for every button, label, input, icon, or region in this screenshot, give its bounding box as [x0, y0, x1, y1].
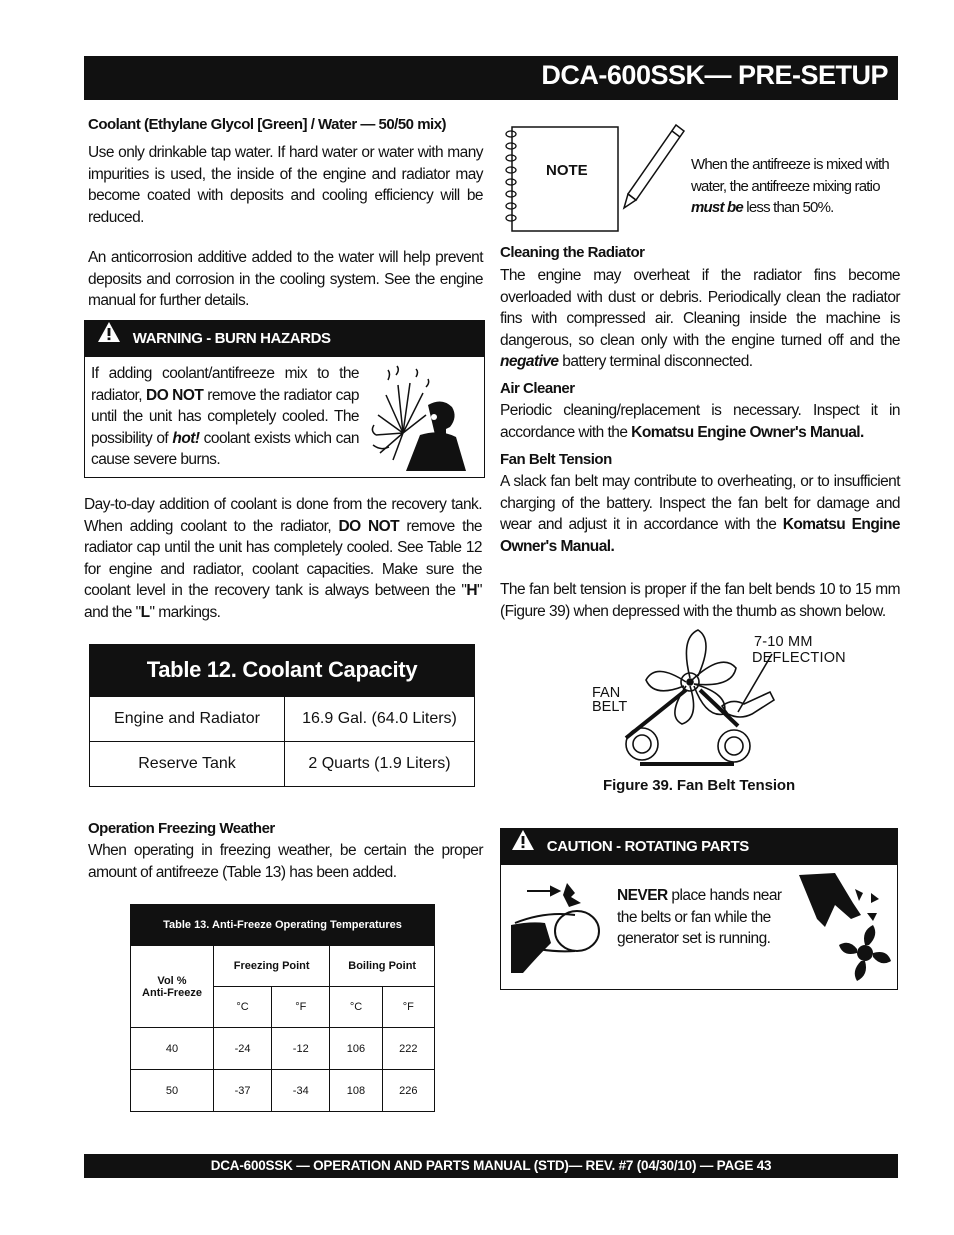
coolant-paragraph-2: An anticorrosion additive added to the water will help prevent deposits and corrosion in the cooling system. See the engine manual for further details. — [88, 249, 483, 309]
warning-burn-title: WARNING - BURN HAZARDS — [132, 330, 331, 347]
table-cell: 226 — [382, 1070, 434, 1112]
fan-belt-label — [592, 686, 627, 714]
table-cell: 16.9 Gal. (64.0 Liters) — [285, 697, 475, 742]
freezing-text: When operating in freezing weather, be certain the proper amount of antifreeze (Table 13) has been added. — [88, 842, 483, 881]
note-text: When the antifreeze is mixed with water, the antifreeze mixing ratio must be less than 50%. — [691, 156, 889, 216]
deflection-word: DEFLECTION — [752, 650, 846, 666]
caution-header — [501, 829, 897, 865]
coolant-capacity-table — [89, 696, 475, 787]
burn-hazard-icon — [368, 365, 478, 475]
deflection-label — [752, 634, 846, 666]
table-cell: -37 — [214, 1070, 272, 1112]
table-cell: 2 Quarts (1.9 Liters) — [285, 742, 475, 787]
deflection-value: 7-10 MM — [754, 634, 813, 650]
vol-header: Vol % Anti-Freeze — [131, 946, 214, 1028]
freezing-heading: Operation Freezing Weather — [88, 820, 275, 837]
table-row — [131, 1070, 435, 1112]
radiator-heading: Cleaning the Radiator — [500, 244, 645, 261]
warning-burn-box — [84, 320, 485, 478]
table-cell: 106 — [330, 1028, 382, 1070]
table-cell: -12 — [272, 1028, 330, 1070]
caution-triangle-icon — [511, 829, 539, 865]
rotating-fan-icon — [797, 869, 893, 981]
table-cell: -24 — [214, 1028, 272, 1070]
pencil-icon — [620, 122, 688, 212]
fan-label: FAN — [592, 685, 621, 701]
table-cell: -34 — [272, 1070, 330, 1112]
table-cell: 222 — [382, 1028, 434, 1070]
boiling-header: Boiling Point — [330, 946, 435, 987]
warning-burn-text: If adding coolant/antifreeze mix to the radiator, DO NOT remove the radiator cap until the unit has completely cooled. The possibility of hot! coolant exists which can cause severe burns. — [91, 365, 359, 468]
caution-text: NEVER place hands near the belts or fan while the generator set is running. — [617, 887, 782, 947]
table-cell: 40 — [131, 1028, 214, 1070]
notebook-icon — [502, 124, 620, 234]
table-row — [90, 742, 475, 787]
page-header — [84, 56, 898, 100]
page-title: DCA-600SSK— PRE-SETUP — [541, 60, 888, 90]
page-footer: DCA-600SSK — OPERATION AND PARTS MANUAL (STD)— REV. #7 (04/30/10) — PAGE 43 — [84, 1154, 898, 1178]
table-row — [131, 946, 435, 987]
air-cleaner-text: Periodic cleaning/replacement is necessary. Inspect it in accordance with the Komatsu Engine Owner's Manual. — [500, 402, 900, 441]
fan-belt-text: A slack fan belt may contribute to overheating, or to insufficient charging of the battery. Inspect the fan belt for damage and wear and adjust it in accordance with the Komatsu Engine Owner's Manual. — [500, 473, 900, 555]
caution-title: CAUTION - ROTATING PARTS — [546, 838, 749, 855]
unit-c: °C — [330, 987, 382, 1028]
note-label: NOTE — [546, 162, 588, 179]
fan-belt-paragraph-2: The fan belt tension is proper if the fan belt bends 10 to 15 mm (Figure 39) when depressed with the thumb as shown below. — [500, 581, 900, 620]
table12-title: Table 12. Coolant Capacity — [89, 644, 475, 696]
warning-triangle-icon — [97, 321, 125, 357]
table-row — [131, 905, 435, 946]
table-cell: Engine and Radiator — [90, 697, 285, 742]
belt-pinch-icon — [507, 873, 611, 973]
table13-title: Table 13. Anti-Freeze Operating Temperatures — [131, 905, 435, 946]
unit-f: °F — [382, 987, 434, 1028]
unit-f: °F — [272, 987, 330, 1028]
radiator-text: The engine may overheat if the radiator fins become overloaded with dust or debris. Periodically clean the radiator fins with compressed air. Cleaning inside the machine is dangerous, so clean only with the engine turned off and the negative battery terminal disconnected. — [500, 267, 900, 370]
fan-belt-heading: Fan Belt Tension — [500, 451, 612, 468]
caution-box — [500, 828, 898, 990]
table-row — [131, 1028, 435, 1070]
table-cell: Reserve Tank — [90, 742, 285, 787]
figure39-caption: Figure 39. Fan Belt Tension — [603, 777, 796, 794]
table-cell: 108 — [330, 1070, 382, 1112]
freezing-header: Freezing Point — [214, 946, 330, 987]
fan-belt-figure — [590, 628, 860, 768]
coolant-heading: Coolant (Ethylane Glycol [Green] / Water — 50/50 mix) — [88, 116, 447, 133]
air-cleaner-heading: Air Cleaner — [500, 380, 575, 397]
warning-burn-header — [85, 321, 484, 357]
table-cell: 50 — [131, 1070, 214, 1112]
daily-coolant-paragraph: Day-to-day addition of coolant is done from the recovery tank. When adding coolant to the radiator, DO NOT remove the radiator cap until the unit has completely cooled. See Table 12 for engine and radiator, coolant capacities. Make sure the coolant level in the recovery tank is always between the "H" and the "L" markings. — [84, 496, 482, 621]
belt-label: BELT — [592, 699, 628, 715]
antifreeze-table — [130, 904, 435, 1112]
unit-c: °C — [214, 987, 272, 1028]
coolant-paragraph-1: Use only drinkable tap water. If hard water or water with many impurities is used, the inside of the engine and radiator may become coated with deposits and cooling efficiency will be reduced. — [88, 144, 483, 226]
table-row — [90, 697, 475, 742]
